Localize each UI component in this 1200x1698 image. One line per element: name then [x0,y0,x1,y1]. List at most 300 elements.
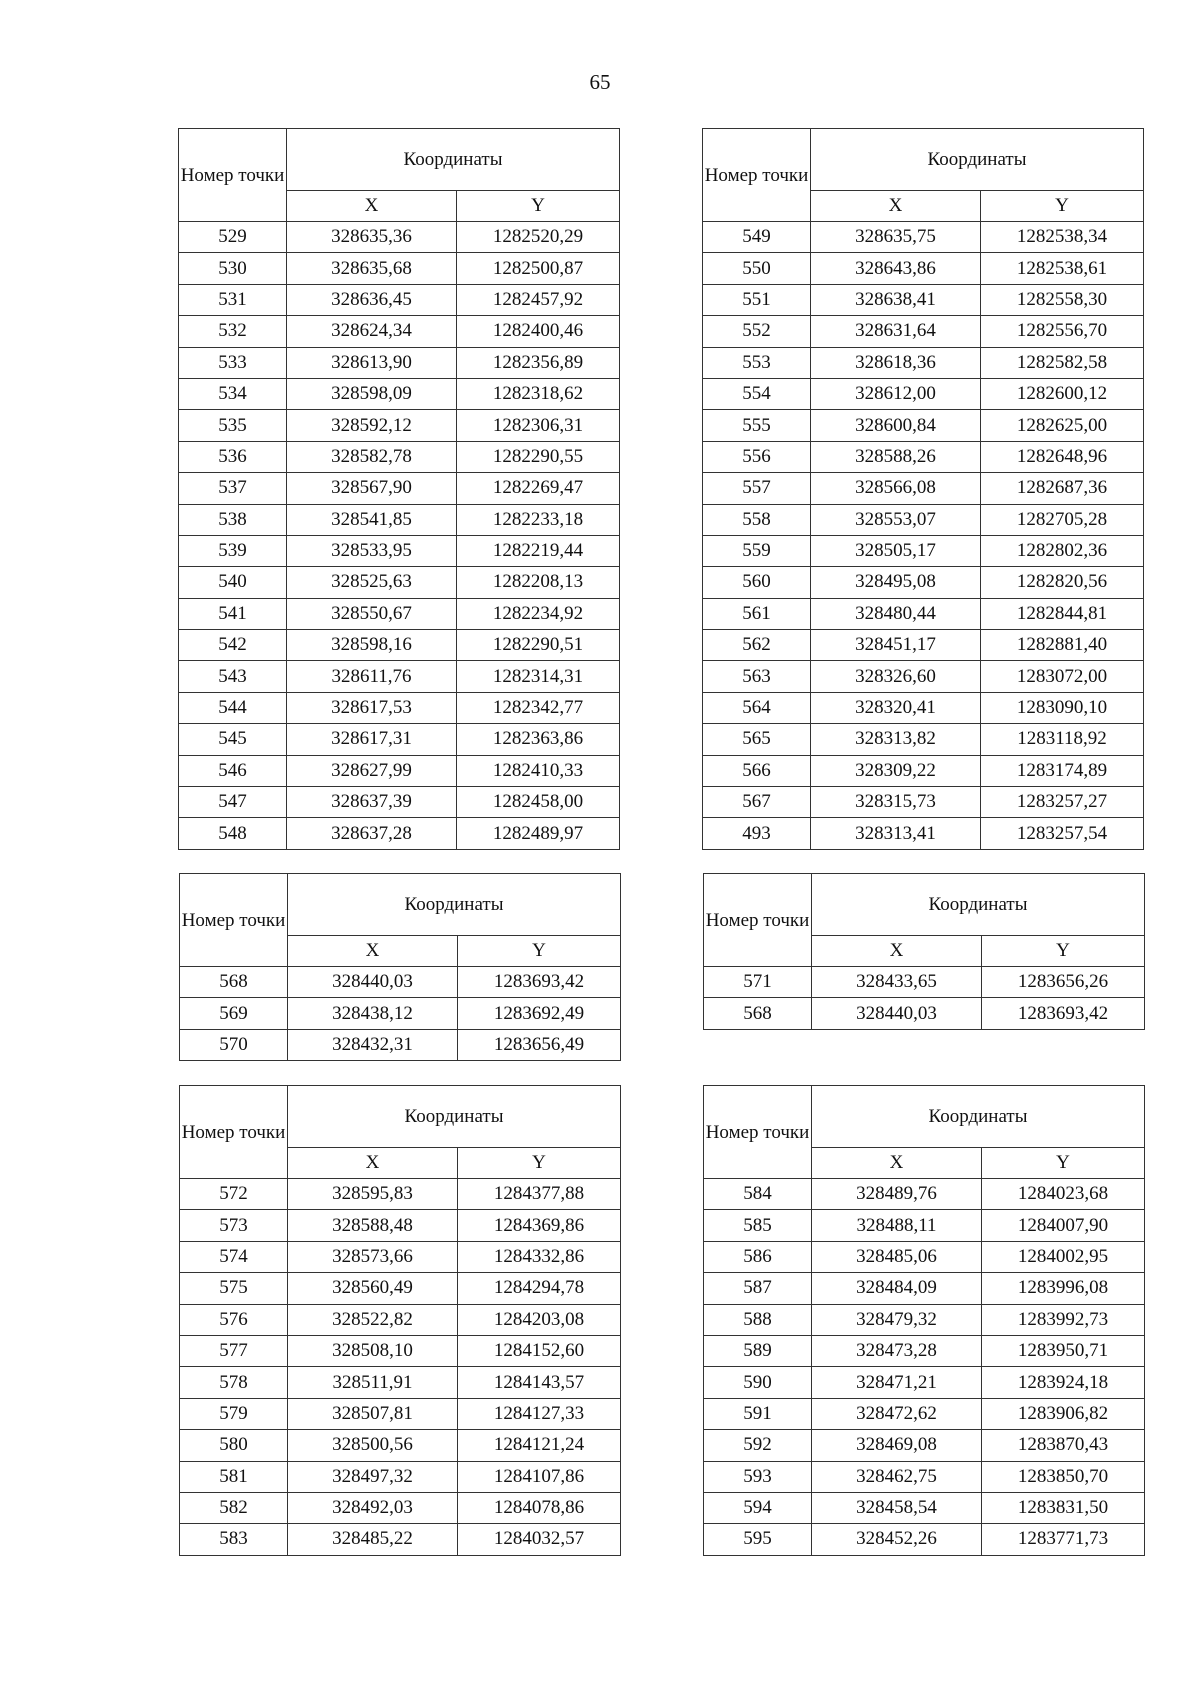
table-row [703,724,1144,755]
table-row [703,661,1144,692]
table-row [179,284,620,315]
y-coordinate: 1282356,89 [457,347,620,378]
table-row [179,441,620,472]
y-coordinate: 1282342,77 [457,692,620,723]
y-coordinate: 1284002,95 [982,1241,1145,1272]
x-coordinate: 328611,76 [287,661,457,692]
y-coordinate: 1282844,81 [981,598,1144,629]
point-number: 595 [704,1524,812,1555]
x-coordinate: 328480,44 [811,598,981,629]
point-number: 552 [703,316,811,347]
x-coordinate: 328573,66 [288,1241,458,1272]
y-coordinate: 1283656,49 [458,1029,621,1060]
table-row [703,347,1144,378]
y-coordinate: 1284203,08 [458,1304,621,1335]
table-row [179,410,620,441]
point-number: 531 [179,284,287,315]
table-row [180,1430,621,1461]
y-coordinate: 1283996,08 [982,1273,1145,1304]
x-coordinate: 328637,28 [287,818,457,849]
x-coordinate: 328508,10 [288,1335,458,1366]
y-coordinate: 1283950,71 [982,1335,1145,1366]
table-row [703,787,1144,818]
table-row [704,1492,1145,1523]
table-row [179,724,620,755]
y-coordinate: 1282290,55 [457,441,620,472]
table-row [703,378,1144,409]
y-coordinate: 1283924,18 [982,1367,1145,1398]
point-number: 559 [703,535,811,566]
point-number: 592 [704,1430,812,1461]
coordinates-header: Координаты [288,1086,621,1148]
x-coordinate: 328631,64 [811,316,981,347]
point-number: 568 [704,998,812,1029]
point-number-header: Номер точки [704,874,812,967]
table-row [703,410,1144,441]
y-coordinate: 1282558,30 [981,284,1144,315]
table-row [179,818,620,849]
table-row [179,630,620,661]
y-coordinate: 1282208,13 [457,567,620,598]
table-row [180,1367,621,1398]
y-coordinate: 1282400,46 [457,316,620,347]
point-number: 543 [179,661,287,692]
table-row [180,1492,621,1523]
x-coordinate: 328313,82 [811,724,981,755]
y-coordinate: 1282802,36 [981,535,1144,566]
table-row [704,1524,1145,1555]
y-header: Y [458,936,621,967]
x-coordinate: 328635,75 [811,222,981,253]
x-coordinate: 328541,85 [287,504,457,535]
point-number: 579 [180,1398,288,1429]
point-number: 534 [179,378,287,409]
x-coordinate: 328553,07 [811,504,981,535]
coordinates-header: Координаты [812,874,1145,936]
x-coordinate: 328598,16 [287,630,457,661]
x-coordinate: 328488,11 [812,1210,982,1241]
x-coordinate: 328636,45 [287,284,457,315]
y-coordinate: 1282458,00 [457,787,620,818]
table-row [180,967,621,998]
point-number: 558 [703,504,811,535]
table-row [703,630,1144,661]
page-number: 65 [589,70,611,94]
table-row [180,1273,621,1304]
y-coordinate: 1283693,42 [458,967,621,998]
y-coordinate: 1283090,10 [981,692,1144,723]
y-header: Y [458,1148,621,1179]
table-row [703,284,1144,315]
x-coordinate: 328320,41 [811,692,981,723]
x-coordinate: 328451,17 [811,630,981,661]
point-number: 566 [703,755,811,786]
point-number: 538 [179,504,287,535]
point-number: 582 [180,1492,288,1523]
point-number: 550 [703,253,811,284]
x-coordinate: 328600,84 [811,410,981,441]
point-number: 562 [703,630,811,661]
coordinates-header: Координаты [811,129,1144,191]
y-coordinate: 1282233,18 [457,504,620,535]
point-number: 594 [704,1492,812,1523]
y-coordinate: 1282881,40 [981,630,1144,661]
table-row [704,1210,1145,1241]
x-coordinate: 328635,36 [287,222,457,253]
point-number: 585 [704,1210,812,1241]
table-row [179,347,620,378]
table-row [703,692,1144,723]
x-header: X [287,191,457,222]
table-row [179,535,620,566]
point-number: 572 [180,1179,288,1210]
x-coordinate: 328507,81 [288,1398,458,1429]
point-number: 560 [703,567,811,598]
y-coordinate: 1282269,47 [457,473,620,504]
x-header: X [288,1148,458,1179]
y-coordinate: 1282820,56 [981,567,1144,598]
point-number: 530 [179,253,287,284]
point-number: 529 [179,222,287,253]
table-row [703,535,1144,566]
x-coordinate: 328495,08 [811,567,981,598]
y-coordinate: 1283174,89 [981,755,1144,786]
table-row [703,755,1144,786]
point-number: 586 [704,1241,812,1272]
table-row [703,316,1144,347]
point-number: 549 [703,222,811,253]
table-row [179,692,620,723]
y-coordinate: 1284121,24 [458,1430,621,1461]
y-coordinate: 1283693,42 [982,998,1145,1029]
table-row [704,1461,1145,1492]
x-coordinate: 328505,17 [811,535,981,566]
x-coordinate: 328588,48 [288,1210,458,1241]
table-row [704,1179,1145,1210]
x-coordinate: 328309,22 [811,755,981,786]
x-coordinate: 328500,56 [288,1430,458,1461]
x-coordinate: 328473,28 [812,1335,982,1366]
table-row [180,1461,621,1492]
point-number: 535 [179,410,287,441]
point-number: 546 [179,755,287,786]
table-row [703,222,1144,253]
coordinates-table-4 [703,873,1145,1030]
y-coordinate: 1282687,36 [981,473,1144,504]
point-number: 542 [179,630,287,661]
table-row [180,1304,621,1335]
x-coordinate: 328566,08 [811,473,981,504]
y-coordinate: 1283257,27 [981,787,1144,818]
y-coordinate: 1283831,50 [982,1492,1145,1523]
x-coordinate: 328617,31 [287,724,457,755]
x-coordinate: 328560,49 [288,1273,458,1304]
point-number: 583 [180,1524,288,1555]
x-coordinate: 328452,26 [812,1524,982,1555]
point-number: 555 [703,410,811,441]
x-coordinate: 328635,68 [287,253,457,284]
y-coordinate: 1283906,82 [982,1398,1145,1429]
table-row [704,998,1145,1029]
x-header: X [812,936,982,967]
x-coordinate: 328612,00 [811,378,981,409]
y-coordinate: 1283850,70 [982,1461,1145,1492]
point-number: 493 [703,818,811,849]
x-coordinate: 328492,03 [288,1492,458,1523]
y-coordinate: 1284023,68 [982,1179,1145,1210]
table-row [179,504,620,535]
x-coordinate: 328595,83 [288,1179,458,1210]
point-number: 570 [180,1029,288,1060]
table-row [704,1335,1145,1366]
x-coordinate: 328638,41 [811,284,981,315]
y-coordinate: 1284032,57 [458,1524,621,1555]
table-row [704,1273,1145,1304]
point-number: 591 [704,1398,812,1429]
point-number: 563 [703,661,811,692]
point-number: 588 [704,1304,812,1335]
x-coordinate: 328326,60 [811,661,981,692]
x-coordinate: 328613,90 [287,347,457,378]
point-number-header: Номер точки [704,1086,812,1179]
point-number: 553 [703,347,811,378]
point-number: 565 [703,724,811,755]
x-coordinate: 328432,31 [288,1029,458,1060]
y-coordinate: 1283257,54 [981,818,1144,849]
point-number: 593 [704,1461,812,1492]
x-header: X [811,191,981,222]
table-row [703,567,1144,598]
point-number: 536 [179,441,287,472]
x-coordinate: 328458,54 [812,1492,982,1523]
x-coordinate: 328479,32 [812,1304,982,1335]
point-number: 557 [703,473,811,504]
y-coordinate: 1284152,60 [458,1335,621,1366]
table-row [703,818,1144,849]
point-number: 539 [179,535,287,566]
table-row [704,1367,1145,1398]
table-row [704,1241,1145,1272]
coordinates-table-1 [178,128,620,850]
y-coordinate: 1282314,31 [457,661,620,692]
y-coordinate: 1283072,00 [981,661,1144,692]
table-row [704,1430,1145,1461]
point-number: 578 [180,1367,288,1398]
x-coordinate: 328598,09 [287,378,457,409]
coordinates-table-2 [702,128,1144,850]
point-number: 533 [179,347,287,378]
y-coordinate: 1282625,00 [981,410,1144,441]
x-coordinate: 328484,09 [812,1273,982,1304]
y-coordinate: 1282538,34 [981,222,1144,253]
coordinates-table-5 [179,1085,621,1556]
coordinates-table-3 [179,873,621,1061]
x-coordinate: 328592,12 [287,410,457,441]
y-coordinate: 1282306,31 [457,410,620,441]
coordinates-header: Координаты [288,874,621,936]
table-row [179,755,620,786]
point-number: 567 [703,787,811,818]
y-coordinate: 1284143,57 [458,1367,621,1398]
x-coordinate: 328489,76 [812,1179,982,1210]
point-number: 556 [703,441,811,472]
y-coordinate: 1283870,43 [982,1430,1145,1461]
table-row [179,598,620,629]
y-coordinate: 1282290,51 [457,630,620,661]
x-coordinate: 328462,75 [812,1461,982,1492]
y-coordinate: 1284078,86 [458,1492,621,1523]
x-coordinate: 328472,62 [812,1398,982,1429]
table-row [179,316,620,347]
point-number: 577 [180,1335,288,1366]
y-coordinate: 1282648,96 [981,441,1144,472]
coordinates-header: Координаты [812,1086,1145,1148]
table-row [179,787,620,818]
point-number: 584 [704,1179,812,1210]
y-coordinate: 1282234,92 [457,598,620,629]
x-coordinate: 328637,39 [287,787,457,818]
table-row [179,253,620,284]
table-row [180,1210,621,1241]
table-row [180,998,621,1029]
x-coordinate: 328550,67 [287,598,457,629]
y-coordinate: 1284107,86 [458,1461,621,1492]
coordinates-header: Координаты [287,129,620,191]
table-row [703,504,1144,535]
y-coordinate: 1282520,29 [457,222,620,253]
x-coordinate: 328533,95 [287,535,457,566]
y-coordinate: 1284369,86 [458,1210,621,1241]
y-coordinate: 1284127,33 [458,1398,621,1429]
table-row [179,378,620,409]
table-row [703,473,1144,504]
x-coordinate: 328567,90 [287,473,457,504]
point-number: 548 [179,818,287,849]
y-coordinate: 1284007,90 [982,1210,1145,1241]
table-row [180,1398,621,1429]
table-row [179,567,620,598]
table-row [703,441,1144,472]
y-header: Y [457,191,620,222]
table-row [180,1241,621,1272]
x-header: X [812,1148,982,1179]
point-number: 541 [179,598,287,629]
y-coordinate: 1284294,78 [458,1273,621,1304]
x-coordinate: 328617,53 [287,692,457,723]
x-coordinate: 328438,12 [288,998,458,1029]
y-coordinate: 1283118,92 [981,724,1144,755]
table-row [179,661,620,692]
point-number: 587 [704,1273,812,1304]
point-number: 576 [180,1304,288,1335]
x-coordinate: 328315,73 [811,787,981,818]
table-row [179,473,620,504]
x-coordinate: 328471,21 [812,1367,982,1398]
point-number: 580 [180,1430,288,1461]
point-number: 544 [179,692,287,723]
x-coordinate: 328440,03 [812,998,982,1029]
table-row [180,1029,621,1060]
y-coordinate: 1282363,86 [457,724,620,755]
x-coordinate: 328469,08 [812,1430,982,1461]
y-coordinate: 1282582,58 [981,347,1144,378]
point-number-header: Номер точки [179,129,287,222]
point-number: 589 [704,1335,812,1366]
y-coordinate: 1283992,73 [982,1304,1145,1335]
point-number: 545 [179,724,287,755]
y-coordinate: 1282489,97 [457,818,620,849]
y-coordinate: 1284377,88 [458,1179,621,1210]
point-number: 554 [703,378,811,409]
x-coordinate: 328643,86 [811,253,981,284]
x-coordinate: 328511,91 [288,1367,458,1398]
x-header: X [288,936,458,967]
x-coordinate: 328497,32 [288,1461,458,1492]
table-row [703,253,1144,284]
x-coordinate: 328440,03 [288,967,458,998]
x-coordinate: 328582,78 [287,441,457,472]
y-coordinate: 1282556,70 [981,316,1144,347]
y-coordinate: 1282410,33 [457,755,620,786]
point-number: 547 [179,787,287,818]
point-number-header: Номер точки [180,874,288,967]
y-header: Y [982,1148,1145,1179]
y-coordinate: 1282600,12 [981,378,1144,409]
point-number: 575 [180,1273,288,1304]
y-coordinate: 1282457,92 [457,284,620,315]
table-row [703,598,1144,629]
point-number: 574 [180,1241,288,1272]
y-coordinate: 1283656,26 [982,967,1145,998]
point-number: 568 [180,967,288,998]
y-coordinate: 1282538,61 [981,253,1144,284]
point-number: 532 [179,316,287,347]
x-coordinate: 328618,36 [811,347,981,378]
y-coordinate: 1282318,62 [457,378,620,409]
point-number: 569 [180,998,288,1029]
point-number: 573 [180,1210,288,1241]
table-row [704,967,1145,998]
y-coordinate: 1282705,28 [981,504,1144,535]
table-row [180,1335,621,1366]
point-number: 537 [179,473,287,504]
x-coordinate: 328588,26 [811,441,981,472]
y-coordinate: 1284332,86 [458,1241,621,1272]
table-row [704,1398,1145,1429]
point-number-header: Номер точки [703,129,811,222]
y-coordinate: 1283692,49 [458,998,621,1029]
x-coordinate: 328624,34 [287,316,457,347]
x-coordinate: 328525,63 [287,567,457,598]
y-header: Y [982,936,1145,967]
point-number: 564 [703,692,811,723]
x-coordinate: 328627,99 [287,755,457,786]
table-row [180,1524,621,1555]
y-coordinate: 1282219,44 [457,535,620,566]
point-number: 561 [703,598,811,629]
x-coordinate: 328485,06 [812,1241,982,1272]
point-number: 551 [703,284,811,315]
y-coordinate: 1283771,73 [982,1524,1145,1555]
point-number: 581 [180,1461,288,1492]
x-coordinate: 328313,41 [811,818,981,849]
x-coordinate: 328433,65 [812,967,982,998]
coordinates-table-6 [703,1085,1145,1556]
x-coordinate: 328522,82 [288,1304,458,1335]
point-number: 540 [179,567,287,598]
y-header: Y [981,191,1144,222]
point-number: 571 [704,967,812,998]
